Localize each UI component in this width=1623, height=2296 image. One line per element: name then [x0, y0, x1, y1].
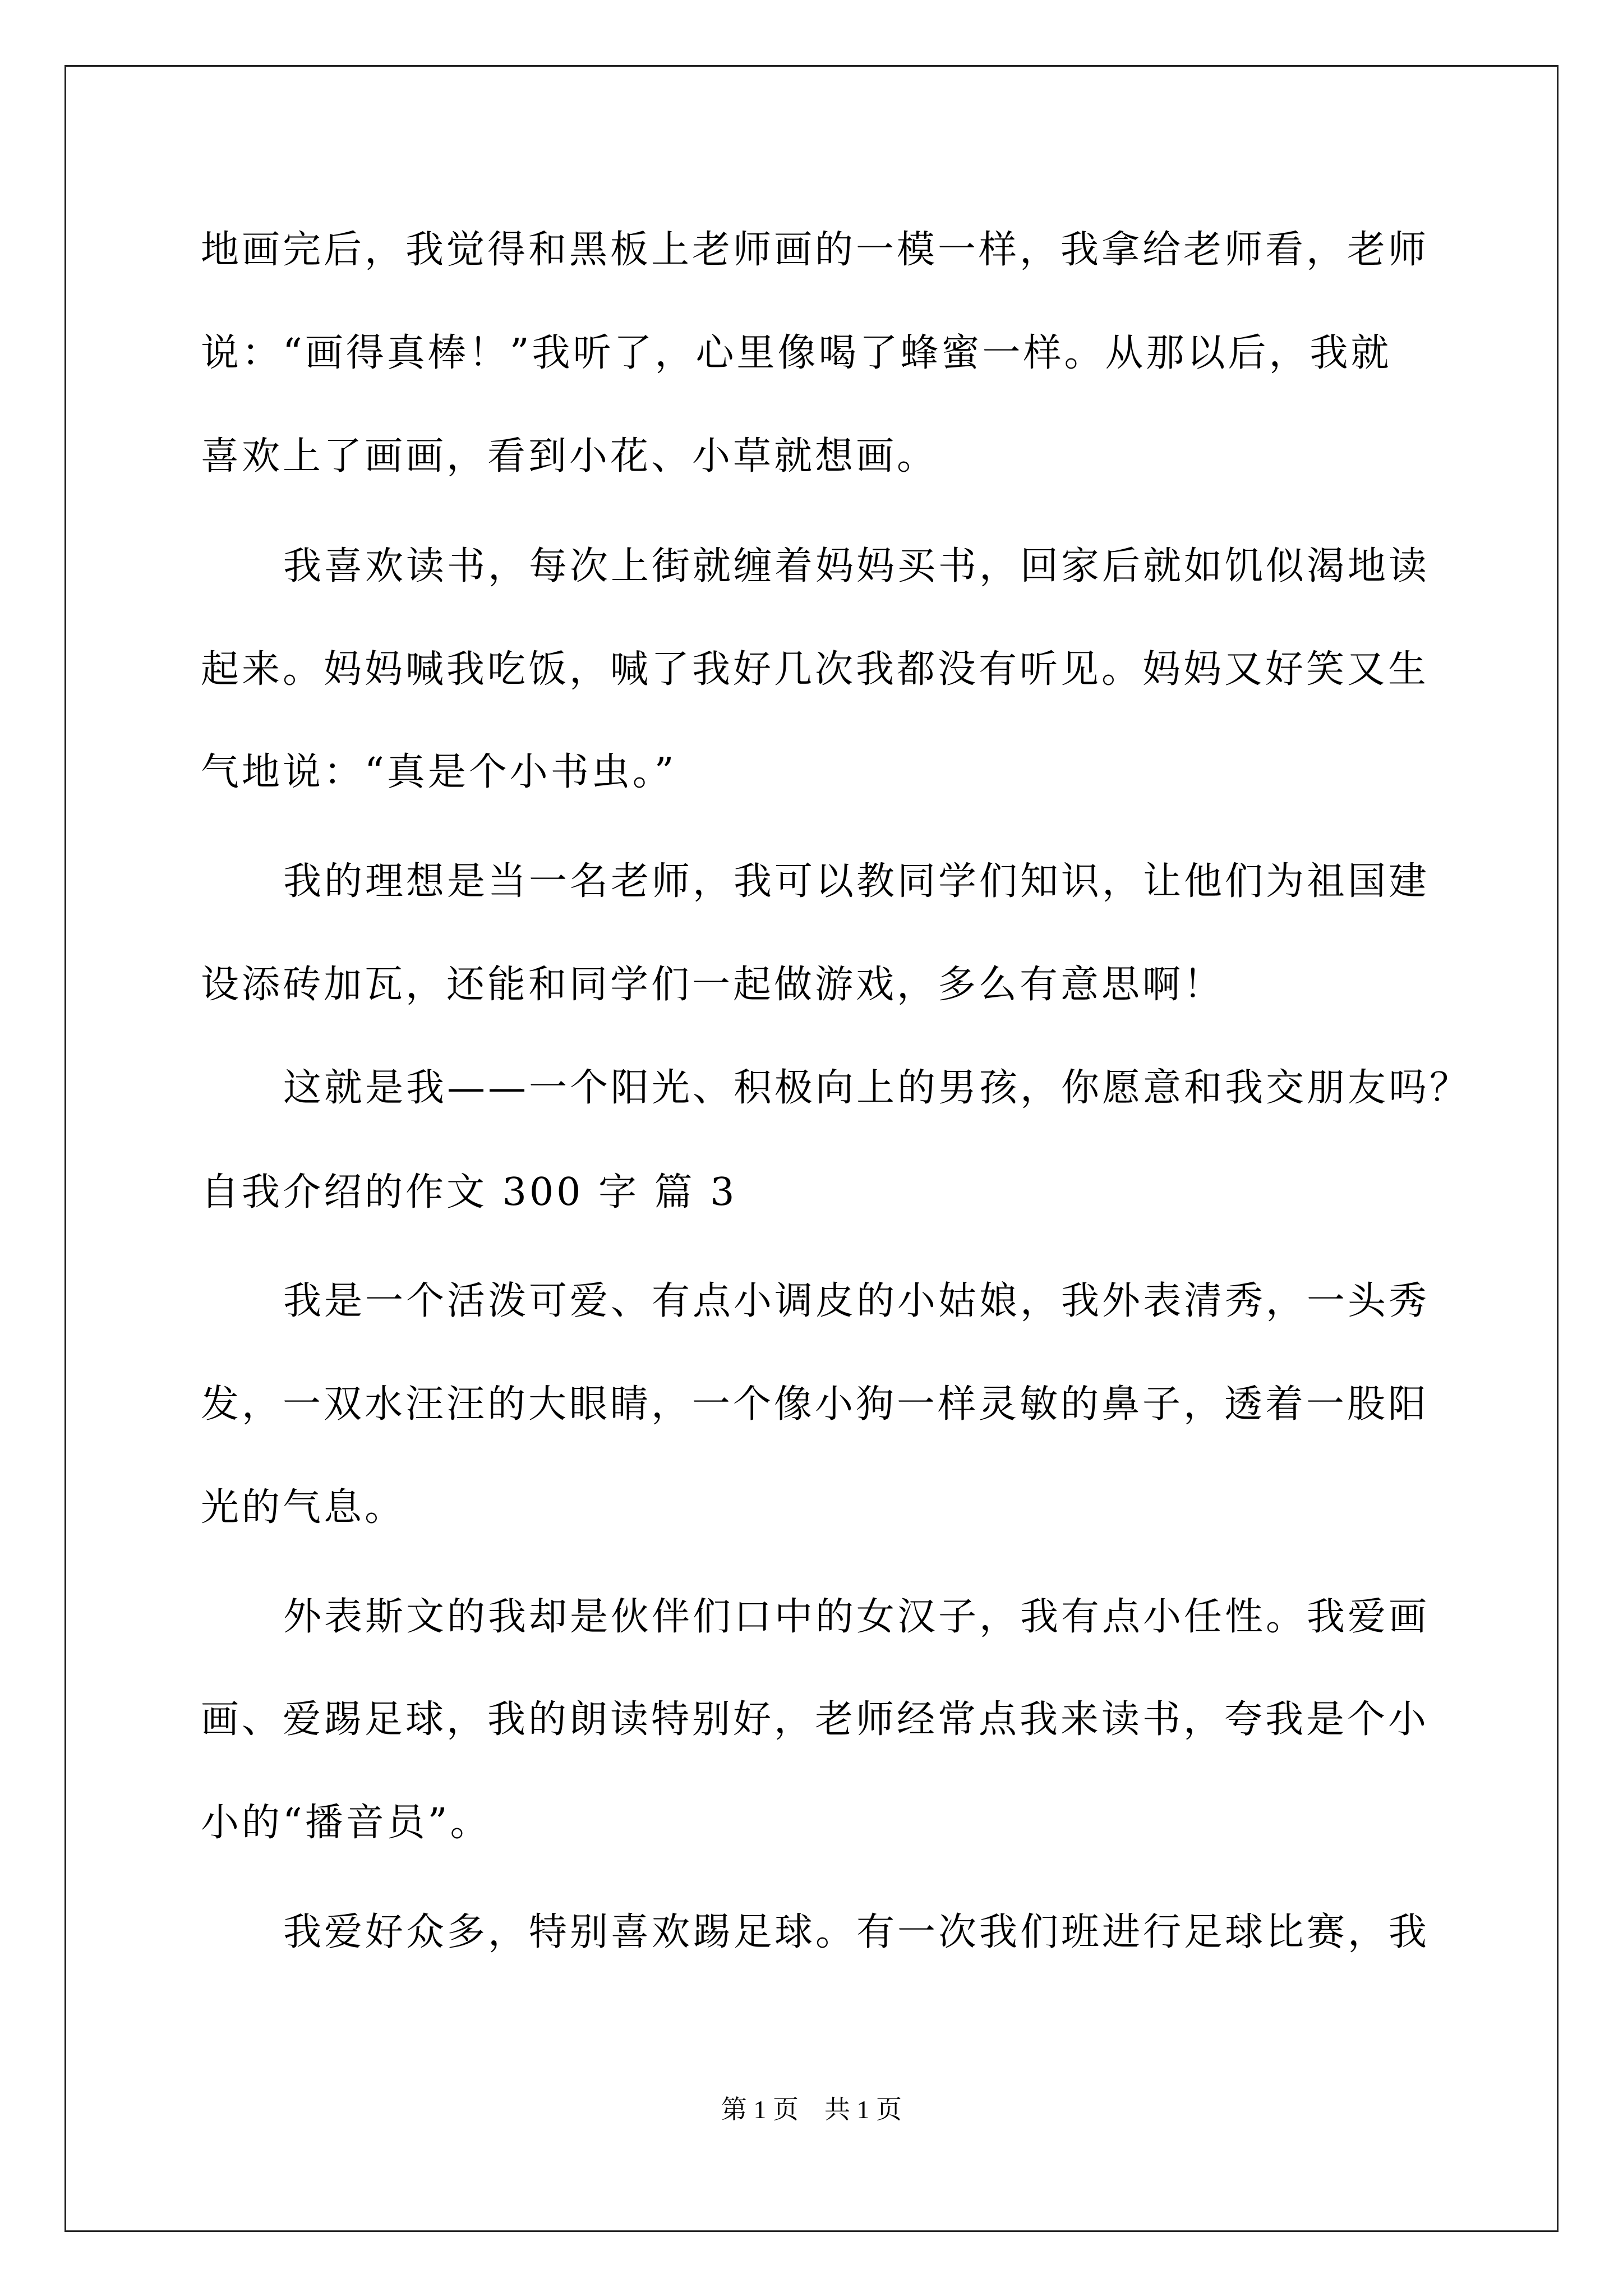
- text-line: 设添砖加瓦，还能和同学们一起做游戏，多么有意思啊！: [201, 963, 1225, 1007]
- text-line: 这就是我——一个阳光、积极向上的男孩，你愿意和我交朋友吗？: [283, 1066, 1471, 1110]
- text-line: 我爱好众多，特别喜欢踢足球。有一次我们班进行足球比赛，我: [283, 1910, 1430, 1954]
- text-line: 地画完后，我觉得和黑板上老师画的一模一样，我拿给老师看，老师: [201, 228, 1430, 272]
- text-line: 气地说：“真是个小书虫。”: [201, 750, 677, 794]
- text-line: 喜欢上了画画，看到小花、小草就想画。: [201, 434, 938, 478]
- text-line: 发，一双水汪汪的大眼睛，一个像小狗一样灵敏的鼻子，透着一股阳: [201, 1382, 1430, 1427]
- text-line: 我喜欢读书，每次上街就缠着妈妈买书，回家后就如饥似渴地读: [283, 544, 1430, 588]
- text-line: 画、爱踢足球，我的朗读特别好，老师经常点我来读书，夸我是个小: [201, 1697, 1430, 1742]
- text-line: 光的气息。: [201, 1485, 406, 1530]
- page-number: 第 1 页 共 1 页: [721, 2095, 902, 2124]
- text-line: 起来。妈妈喊我吃饭，喊了我好几次我都没有听见。妈妈又好笑又生: [201, 647, 1430, 692]
- text-line: 我的理想是当一名老师，我可以教同学们知识，让他们为祖国建: [283, 859, 1430, 904]
- text-line: 小的“播音员”。: [201, 1801, 491, 1845]
- text-line: 外表斯文的我却是伙伴们口中的女汉子，我有点小任性。我爱画: [283, 1595, 1430, 1639]
- text-line: 说：“画得真棒！”我听了，心里像喝了蜂蜜一样。从那以后，我就: [201, 331, 1392, 375]
- section-heading: 自我介绍的作文 300 字 篇 3: [201, 1170, 737, 1214]
- text-line: 我是一个活泼可爱、有点小调皮的小姑娘，我外表清秀，一头秀: [283, 1279, 1430, 1323]
